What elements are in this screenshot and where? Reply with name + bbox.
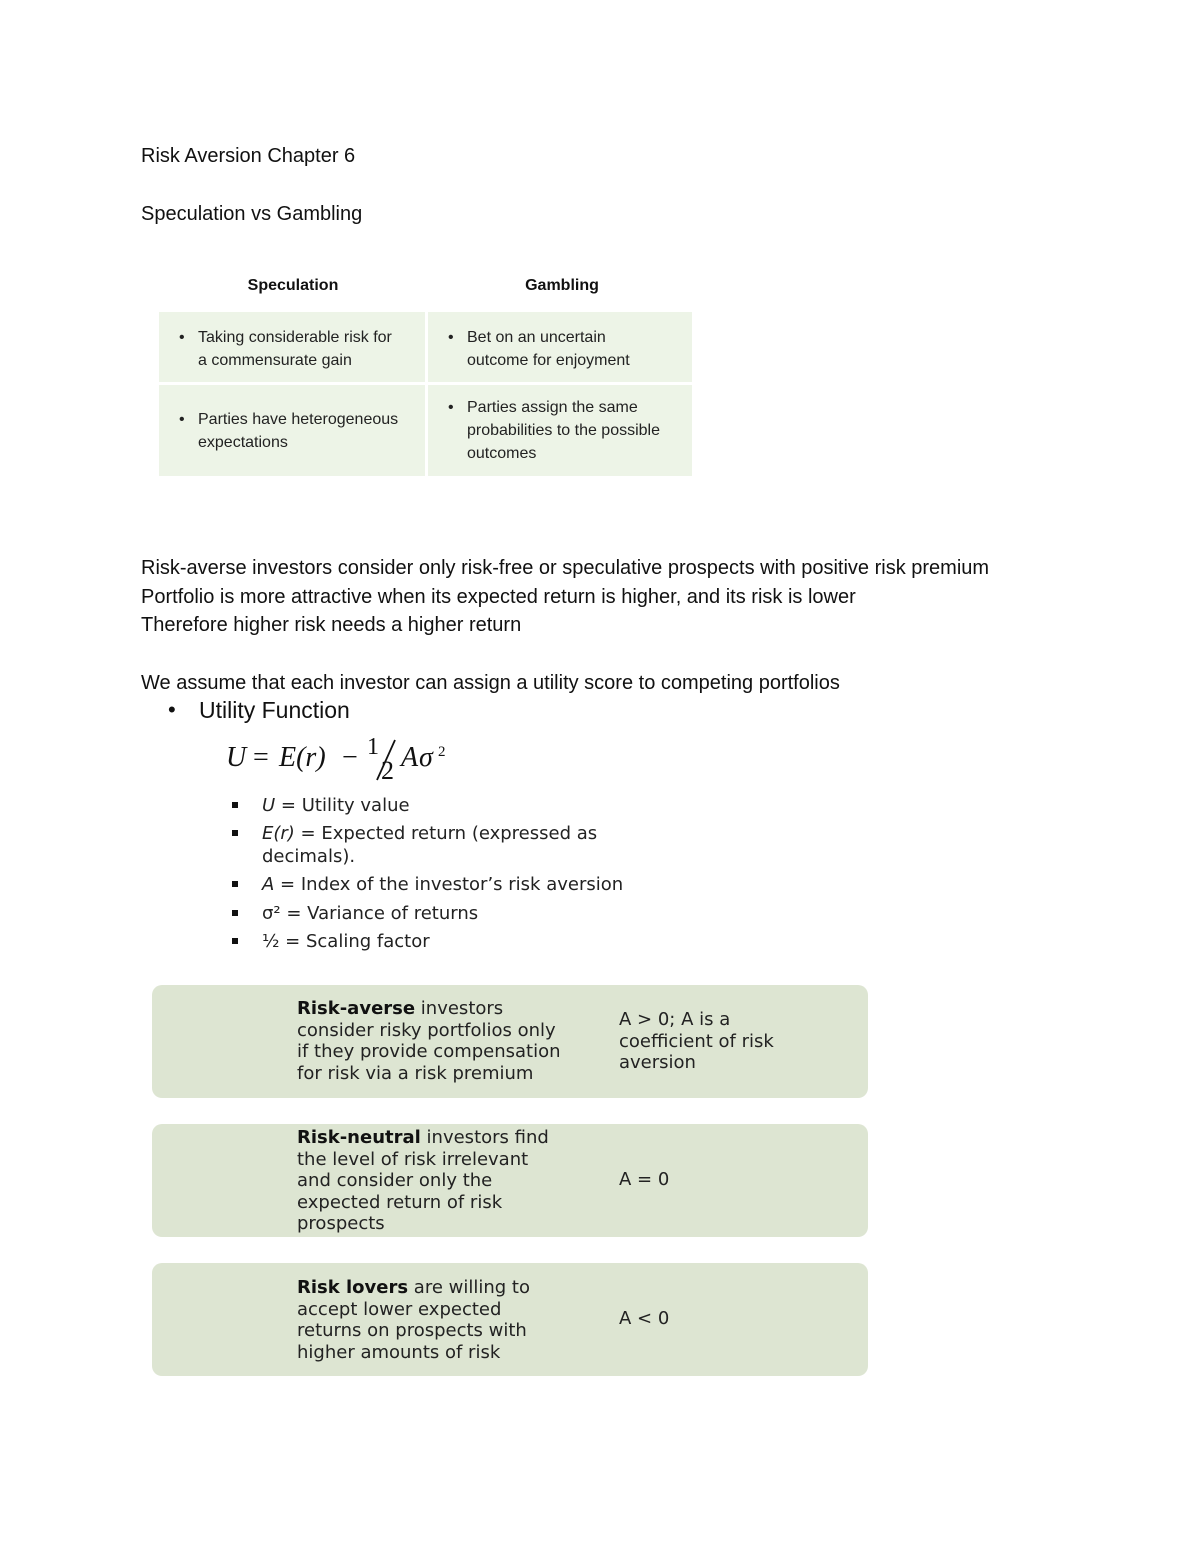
definition-item: σ² = Variance of returns [262,903,479,924]
formula-equals: = [253,742,269,773]
document-title: Risk Aversion Chapter 6 [141,145,356,167]
definition-item: A = Index of the investor’s risk aversion [262,874,624,895]
risk-averse-condition: A > 0; A is a coefficient of risk aversion [619,1009,774,1073]
formula-exponent: 2 [438,744,446,760]
assumption-text: We assume that each investor can assign a utility score to competing portfolios [141,672,840,694]
definition-item: U = Utility value [262,795,410,816]
definition-item: ½ = Scaling factor [262,931,430,952]
table-cell: • Bet on an uncertain outcome for enjoyment [428,312,692,382]
square-bullet-icon [232,802,238,808]
definition-item-continued: decimals). [262,846,356,867]
square-bullet-icon [232,881,238,887]
formula-expected-return: E(r) [279,742,326,773]
table-header-speculation: Speculation [247,277,339,294]
square-bullet-icon [232,910,238,916]
paragraph-line: Risk-averse investors consider only risk-free or speculative prospects with positive risk premium [141,557,990,579]
risk-lovers-box [152,1263,868,1376]
section-subtitle: Speculation vs Gambling [141,203,363,225]
table-cell: • Taking considerable risk for a commensurate gain [159,312,425,382]
risk-averse-description: Risk-averse investors consider risky portfolios only if they provide compensation for risk via a risk premium [297,998,561,1084]
risk-neutral-description: Risk-neutral investors find the level of risk irrelevant and consider only the expected return of risk prospects [297,1127,549,1234]
definition-item: E(r) = Expected return (expressed as [262,823,598,844]
table-cell: • Parties have heterogeneous expectations [159,385,425,476]
risk-neutral-box [152,1124,868,1237]
formula-a: A [401,742,419,773]
cell-text: Parties have heterogeneous expectations [198,411,399,451]
risk-lovers-description: Risk lovers are willing to accept lower expected returns on prospects with higher amounts of risk [297,1277,530,1363]
bullet-icon: • [168,697,176,722]
table-cell: • Parties assign the same probabilities to the possible outcomes [428,385,692,476]
table-header-gambling: Gambling [525,277,599,294]
risk-neutral-condition: A = 0 [619,1169,670,1190]
square-bullet-icon [232,938,238,944]
formula-half-numerator: 1 [367,734,379,760]
risk-averse-box [152,985,868,1098]
paragraph-line: Therefore higher risk needs a higher return [141,614,522,636]
formula-u: U [226,742,247,773]
risk-lovers-condition: A < 0 [619,1308,670,1329]
formula-sigma: σ [419,742,433,773]
formula-minus: − [342,742,358,773]
cell-text: Parties assign the same probabilities to the possible outcomes [467,399,661,462]
cell-text: Taking considerable risk for a commensurate gain [198,329,392,369]
utility-function-heading: Utility Function [199,697,350,723]
cell-text: Bet on an uncertain outcome for enjoyment [467,329,630,369]
formula-half-denominator: 2 [381,756,394,785]
paragraph-line: Portfolio is more attractive when its expected return is higher, and its risk is lower [141,586,856,608]
square-bullet-icon [232,830,238,836]
